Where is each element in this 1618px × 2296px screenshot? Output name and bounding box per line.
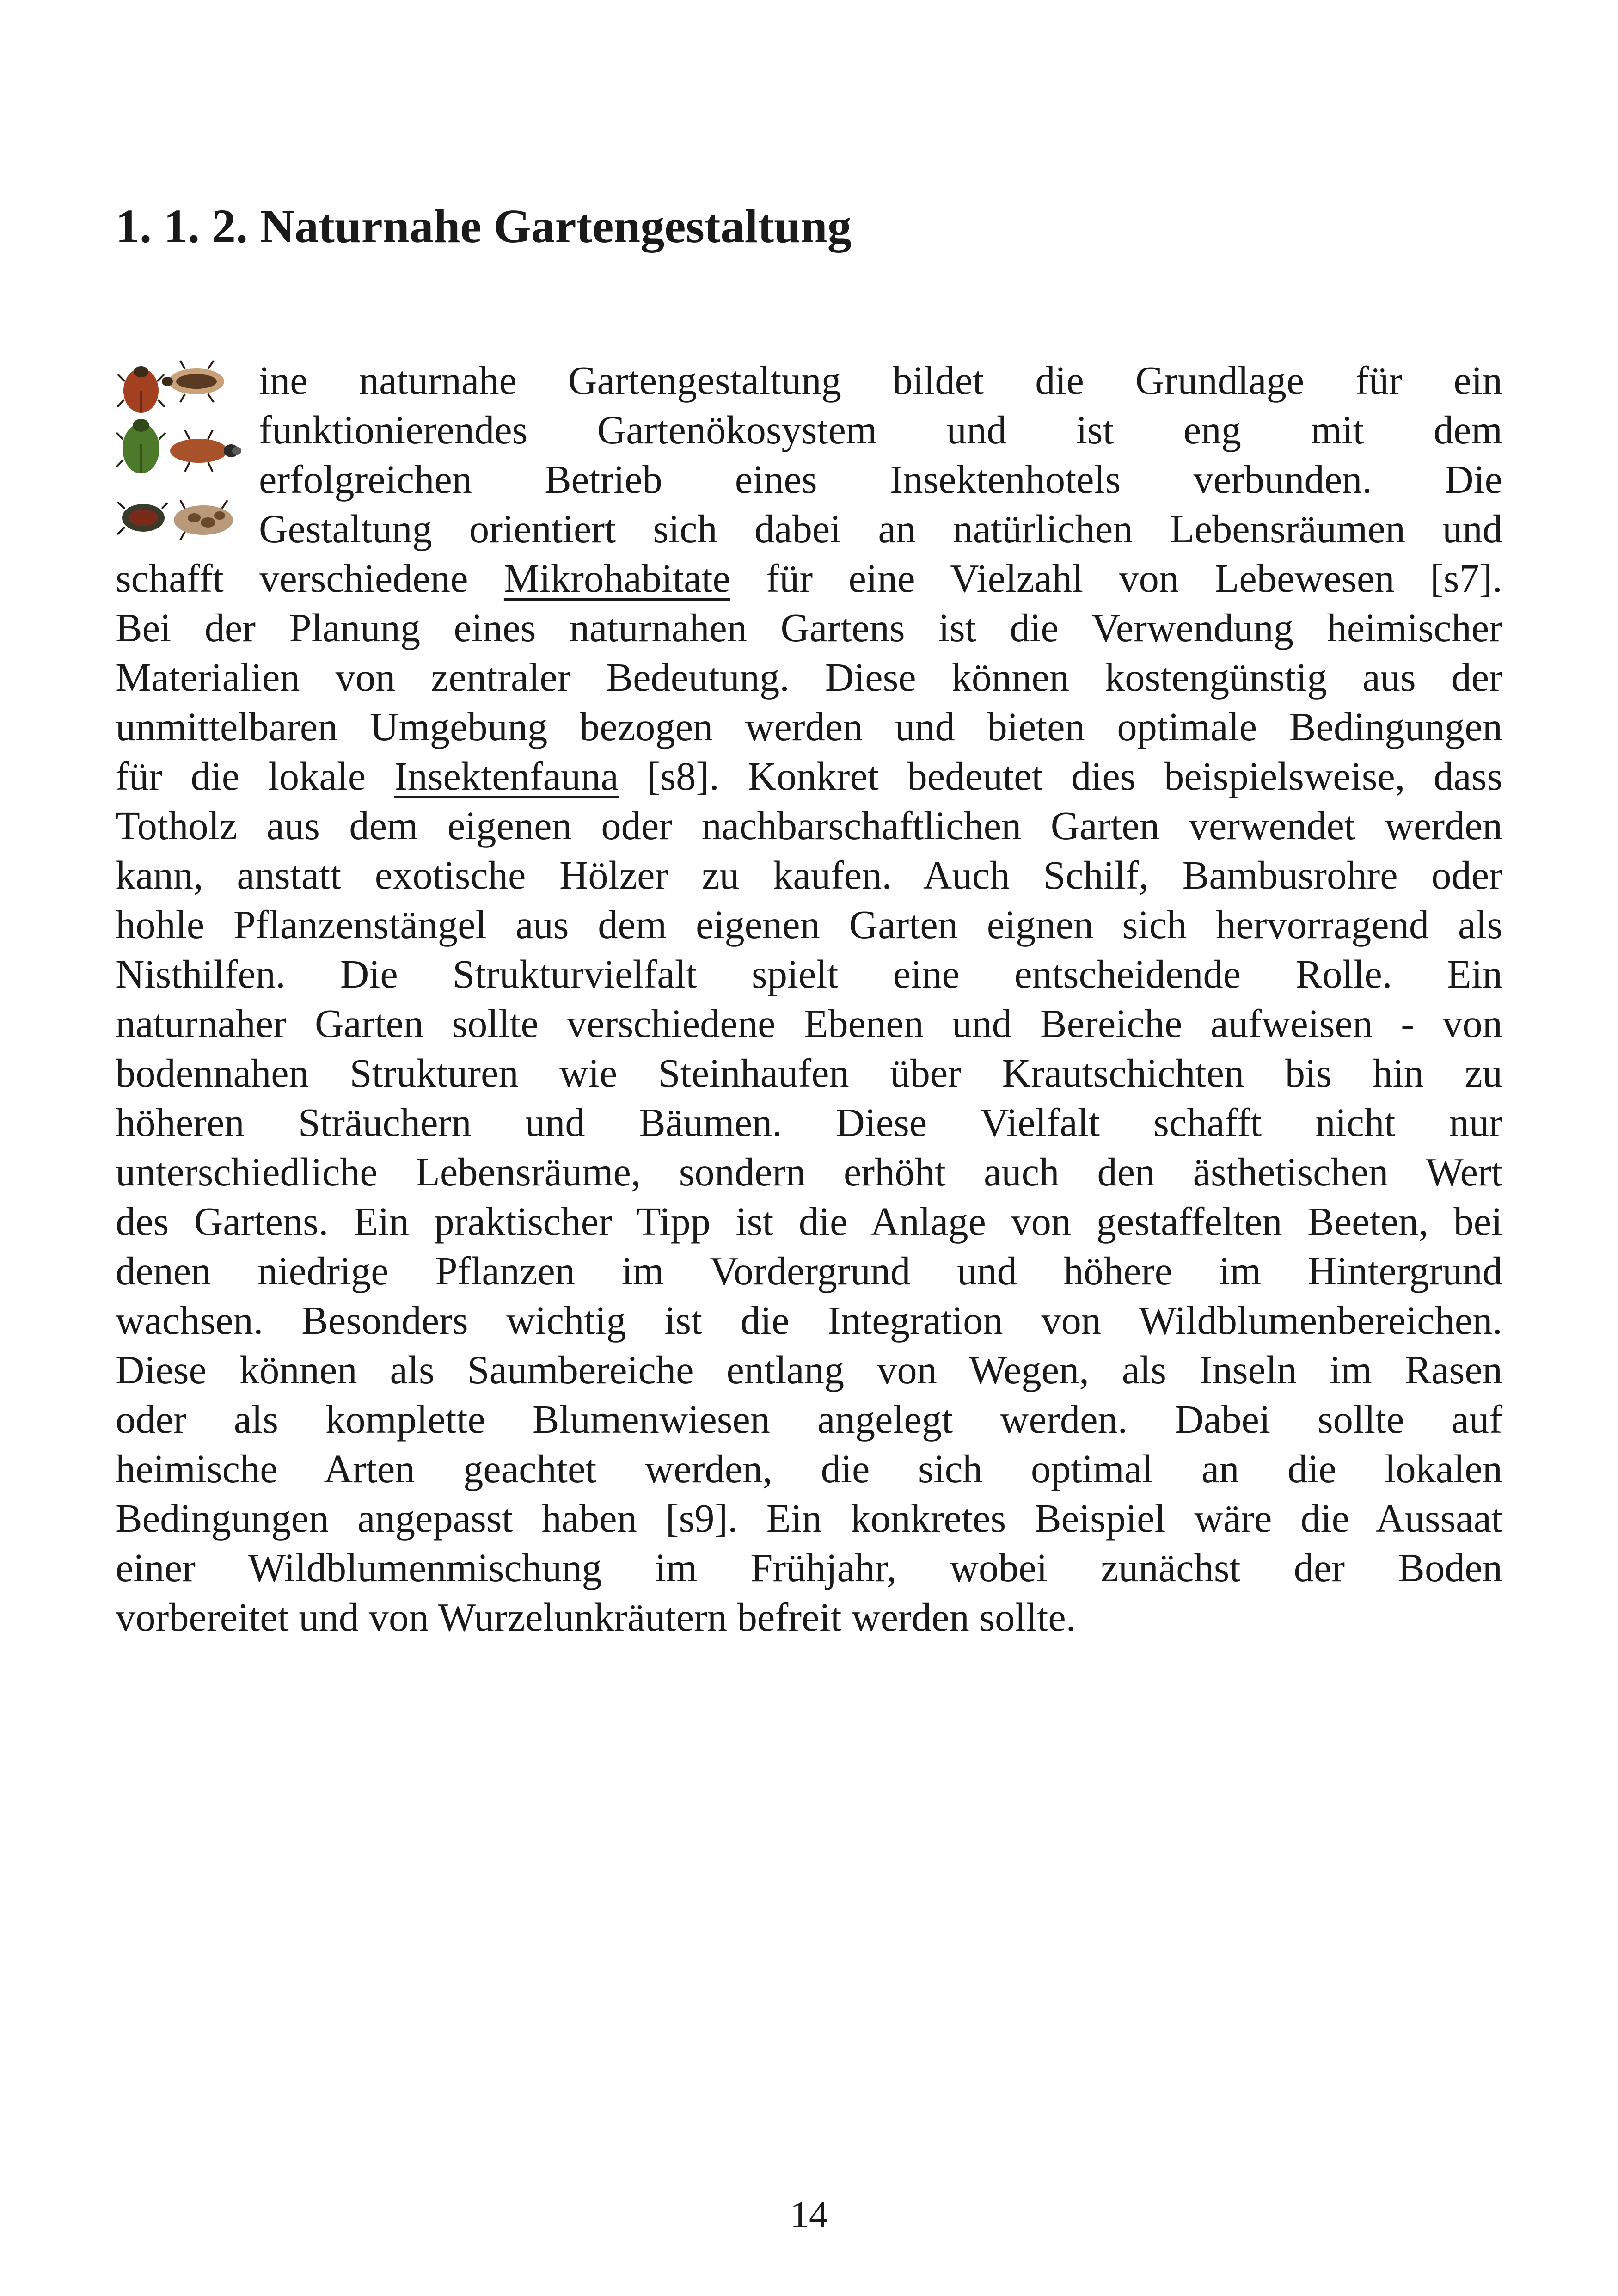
text-line: Nisthilfen. Die Strukturvielfalt spielt eine entscheidende Rolle. Ein — [116, 952, 1502, 996]
text-line: erfolgreichen Betrieb eines Insektenhotels verbunden. Die — [259, 457, 1502, 502]
text-line: Bedingungen angepasst haben [s9]. Ein konkretes Beispiel wäre die Aussaat — [116, 1496, 1502, 1541]
text-segment: für die lokale — [116, 754, 366, 798]
text-segment: [s8]. Konkret bedeutet dies beispielsweise, dass — [647, 754, 1503, 798]
text-line: ine naturnahe Gartengestaltung bildet die Grundlage für ein — [259, 358, 1502, 403]
text-line: unmittelbaren Umgebung bezogen werden und bieten optimale Bedingungen — [116, 705, 1502, 749]
text-line: Bei der Planung eines naturnahen Gartens ist die Verwendung heimischer — [116, 606, 1502, 650]
text-line: unterschiedliche Lebensräume, sondern erhöht auch den ästhetischen Wert — [116, 1150, 1502, 1194]
section-heading: 1. 1. 2. Naturnahe Gartengestaltung — [116, 200, 852, 253]
body-paragraph — [116, 356, 1502, 1642]
text-line: Totholz aus dem eigenen oder nachbarschaftlichen Garten verwendet werden — [116, 804, 1502, 848]
text-line: Materialien von zentraler Bedeutung. Diese können kostengünstig aus der — [116, 655, 1502, 700]
insektenfauna-link[interactable]: Insektenfauna — [394, 754, 619, 798]
mikrohabitate-link[interactable]: Mikrohabitate — [503, 556, 730, 601]
text-line: Gestaltung orientiert sich dabei an natürlichen Lebensräumen und — [259, 507, 1502, 551]
text-line — [116, 554, 1502, 603]
text-line: einer Wildblumenmischung im Frühjahr, wobei zunächst der Boden — [116, 1546, 1502, 1590]
page-number: 14 — [790, 2193, 828, 2235]
text-line: funktionierendes Gartenökosystem und ist eng mit dem — [259, 408, 1502, 452]
text-line: Diese können als Saumbereiche entlang von Wegen, als Inseln im Rasen — [116, 1348, 1502, 1392]
text-line: wachsen. Besonders wichtig ist die Integration von Wildblumenbereichen. — [116, 1298, 1502, 1343]
text-line: des Gartens. Ein praktischer Tipp ist die Anlage von gestaffelten Beeten, bei — [116, 1199, 1502, 1244]
text-line: heimische Arten geachtet werden, die sich optimal an die lokalen — [116, 1447, 1502, 1491]
text-line: oder als komplette Blumenwiesen angelegt werden. Dabei sollte auf — [116, 1397, 1502, 1442]
text-line: hohle Pflanzenstängel aus dem eigenen Garten eignen sich hervorragend als — [116, 902, 1502, 947]
text-line — [116, 752, 1502, 801]
text-line: kann, anstatt exotische Hölzer zu kaufen. Auch Schilf, Bambusrohre oder — [116, 853, 1502, 897]
text-line: naturnaher Garten sollte verschiedene Ebenen und Bereiche aufweisen - von — [116, 1001, 1502, 1046]
text-segment: für eine Vielzahl von Lebewesen [s7]. — [766, 556, 1502, 601]
text-line: höheren Sträuchern und Bäumen. Diese Vielfalt schafft nicht nur — [116, 1100, 1502, 1145]
text-line: vorbereitet und von Wurzelunkräutern befreit werden sollte. — [116, 1595, 1076, 1639]
text-line: bodennahen Strukturen wie Steinhaufen über Krautschichten bis hin zu — [116, 1051, 1502, 1095]
text-segment: schafft verschiedene — [116, 556, 468, 601]
text-line: denen niedrige Pflanzen im Vordergrund und höhere im Hintergrund — [116, 1249, 1502, 1293]
